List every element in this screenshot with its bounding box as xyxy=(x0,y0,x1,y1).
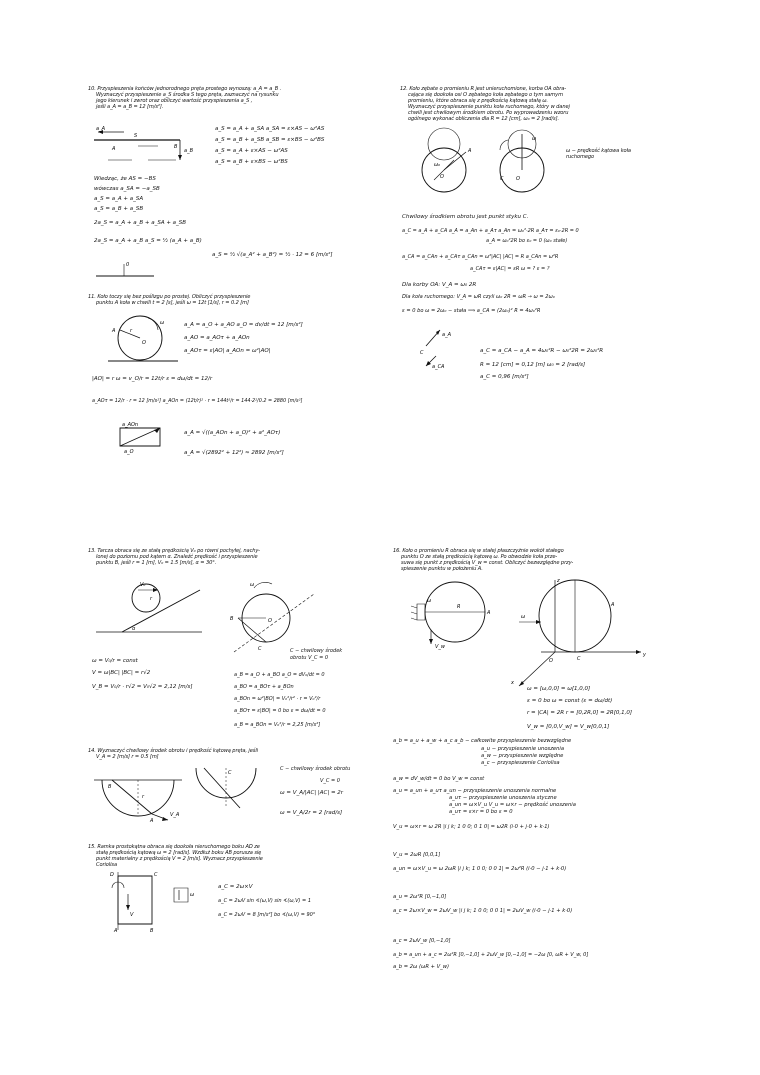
p16-eq-21: a_b = 2ω (ωR + V_w) xyxy=(393,964,450,970)
p16-line-2: punktu O ze stałą prędkością kątową ω. Po obwodzie koła prze- xyxy=(401,554,558,560)
p10-result-figure xyxy=(94,258,164,288)
p16-eq-4: V_w = [0,0,V_w] = V_w[0,0,1] xyxy=(527,724,610,730)
p10-label-a: A xyxy=(112,146,116,152)
p16-eq-3: r = |CA| = 2R r = [0,2R,0] = 2R[0,1,0] xyxy=(527,710,633,716)
p11-label-aon: a_AOn xyxy=(122,422,139,428)
p16-eq-1: ω = [ω,0,0] = ω[1,0,0] xyxy=(527,686,591,692)
p11-line-2: punktu A koła w chwili t = 2 [s], jeśli ω = 12t [1/s], r = 0.2 [m] xyxy=(96,300,249,306)
p15-eq-1: a_C = 2ω×V xyxy=(218,884,253,890)
p10-eq-5: Wiedząc, że AS = −BS xyxy=(94,176,156,182)
p16-eq-9: a_w = dV_w/dt = 0 bo V_w = const xyxy=(393,776,485,782)
p16-line-3: suwa się punkt z prędkością V_w = const. Obliczyć bezwzględne przy- xyxy=(401,560,574,566)
p11-eq-3: a_AOτ = ε|AO| a_AOn = ω²|AO| xyxy=(184,348,271,354)
p15-line-3: punkt materialny z prędkością V = 2 [m/s]. Wyznacz przyspieszenie xyxy=(96,856,263,862)
p10-line-3: jego kierunek i zwrot oraz obliczyć wartość przyspieszenia a_S , xyxy=(96,98,253,104)
p16-axes-figure xyxy=(505,576,655,688)
p15-label-v: V xyxy=(130,912,134,918)
p15-label-d: D xyxy=(110,872,114,878)
p12-line-1: 12. Koło zębate o promieniu R jest unieruchomione, korba OA obra- xyxy=(400,86,566,92)
p13-label-c: C xyxy=(258,646,262,652)
p10-line-2: Wyznaczyć przyspieszenie a_S środka S tego pręta, zaznaczyć na rysunku xyxy=(96,92,279,98)
p16-label-c: C xyxy=(577,656,581,662)
p16-eq-19: a_c = 2ωV_w [0,−1,0] xyxy=(393,938,451,944)
p15-line-2: stałą prędkością kątową ω = 2 [rad/s]. Wzdłuż boku AB porusza się xyxy=(96,850,262,856)
p11-wheel-figure xyxy=(108,308,188,372)
p10-eq-11: a_S = ½ √(a_A² + a_B²) = ½ · 12 = 6 [m/s²] xyxy=(212,252,333,258)
p16-eq-2: ε = 0 bo ω = const (ε = dω/dt) xyxy=(527,698,613,704)
p13-label-v: V₀ xyxy=(140,582,146,588)
p12-label-aa: a_A xyxy=(442,332,451,338)
p13-eq-5: a_B = a_O + a_BO a_O = dV₀/dt = 0 xyxy=(234,672,325,678)
p16-label-z: z xyxy=(557,578,560,584)
p15-eq-3: a_C = 2ωV = 8 [m/s²] bo ∢(ω,V) = 90° xyxy=(218,912,316,918)
p16-eq-13: a_uτ = ε×r = 0 bo ε = 0 xyxy=(449,809,513,815)
p11-label-w: ω xyxy=(160,320,165,326)
p10-eq-2: a_S = a_B + a_SB a_SB = ε×BS − ω²BS xyxy=(215,137,325,143)
p13-eq-2: ω = V₀/r = const xyxy=(92,658,138,664)
p12-label-wo: ω₀ xyxy=(434,162,441,168)
p11-eq-2: a_AO = a_AOτ + a_AOn xyxy=(184,335,250,341)
p13-line-2: lonej do poziomu pod kątem α. Znaleźć prędkość i przyspieszenie xyxy=(96,554,258,560)
p12-eq-4: a_CA = a_CAn + a_CAτ a_CAn = ω²|AC| |AC| = R a_CAn = ω²R xyxy=(402,254,559,260)
p16-eq-20: a_b = a_un + a_c = 2ω²R [0,−1,0] + 2ωV_w [0,−1,0] = −2ω [0, ωR + V_w, 0] xyxy=(393,952,589,958)
p12-label-c2: C xyxy=(420,350,424,356)
p12-label-w: ω xyxy=(532,136,537,142)
p10-label-zero: 0 xyxy=(126,262,130,268)
p12-line-5: chwili jest chwilowym środkiem obrotu. Po wyprowadzeniu wzoru xyxy=(408,110,569,116)
p12-eq-6: Dla korby OA: V_A = ω₀ 2R xyxy=(402,282,477,288)
p10-label-aa: a_A xyxy=(96,126,105,132)
p11-vector-figure xyxy=(116,422,176,458)
p14-eq-1: C − chwilowy środek obrotu xyxy=(280,766,351,772)
p14-eq-3: ω = V_A/|AC| |AC| = 2r xyxy=(280,790,344,796)
p10-rod-figure xyxy=(88,120,198,180)
p10-eq-6: wówczas a_SA = −a_SB xyxy=(94,186,160,192)
p16-label-x: x xyxy=(511,680,514,686)
p10-eq-3: a_S = a_A + ε×AS − ω²AS xyxy=(215,148,288,154)
p16-eq-11: a_uτ − przyspieszenie unoszenia styczne xyxy=(449,795,557,801)
p13-eq-3: V = ω|BC| |BC| = r√2 xyxy=(92,670,151,676)
p13-incline-figure xyxy=(92,570,212,640)
p12-line-3: promieniu, które obraca się z prędkością kątową stałą ω. xyxy=(408,98,548,104)
p11-eq-4: |AO| = r ω = v_O/r = 12t/r ε = dω/dt = 12/r xyxy=(92,376,213,382)
p16-line-4: spieszenie punktu w położeniu A. xyxy=(401,566,483,572)
p16-label-y: y xyxy=(643,652,646,658)
p16-eq-15: V_u = 2ωR [0,0,1] xyxy=(393,852,441,858)
p16-eq-17: a_u = 2ω²R [0,−1,0] xyxy=(393,894,447,900)
p16-label-w2: ω xyxy=(521,614,526,620)
p12-eq-11: a_C = 0,96 [m/s²] xyxy=(480,374,529,380)
p10-label-s: S xyxy=(134,133,138,139)
p14-label-c: C xyxy=(228,770,232,776)
p16-eq-14: V_u = ω×r = ω 2R |i j k; 1 0 0; 0 1 0| = ω2R (i·0 + j·0 + k·1) xyxy=(393,824,550,830)
p12-line-6: ogólnego wykonać obliczenia dla R = 12 [cm], ω₀ = 2 [rad/s]. xyxy=(408,116,559,122)
p13-label-r: r xyxy=(150,596,153,602)
p10-eq-9: 2a_S = a_A + a_B + a_SA + a_SB xyxy=(94,220,187,226)
p16-eq-6: a_u − przyspieszenie unoszenia xyxy=(481,746,565,752)
p13-eq-1: C − chwilowy środek obrotu V_C = 0 xyxy=(290,648,343,661)
p12-eq-7: Dla koła ruchomego: V_A = ωR czyli ω₀ 2R = ωR → ω = 2ω₀ xyxy=(402,294,555,300)
p15-eq-2: a_C = 2ωV sin ∢(ω,V) sin ∢(ω,V) = 1 xyxy=(218,898,312,904)
p15-line-1: 15. Ramka prostokątna obraca się dookoła nieruchomego boku AD ze xyxy=(88,844,260,850)
p12-eq-3: a_A = ω₀²2R bo ε₀ = 0 (ω₀ stałe) xyxy=(486,238,568,244)
p14-line-1: 14. Wyznaczyć chwilowy środek obrotu i prędkość kątową pręta, jeśli xyxy=(88,748,258,754)
p13-label-b: B xyxy=(230,616,234,622)
p10-label-b: B xyxy=(174,144,178,150)
p13-line-3: punktu B, jeśli r = 1 [m], V₀ = 1.5 [m/s], α = 30°. xyxy=(96,560,217,566)
p16-eq-8: a_c − przyspieszenie Coriolisa xyxy=(481,760,560,766)
p16-label-w: ω xyxy=(427,598,432,604)
p10-eq-1: a_S = a_A + a_SA a_SA = ε×AS − ω²AS xyxy=(215,126,325,132)
p12-eq-5: a_CAτ = ε|AC| = εR ω = ? ε = ? xyxy=(470,266,550,272)
p15-label-w: ω xyxy=(190,892,195,898)
p11-label-a: A xyxy=(112,328,116,334)
p12-label-o: O xyxy=(440,174,444,180)
p11-eq-6: a_A = √((a_AOn + a_O)² + a²_AOτ) xyxy=(184,430,281,436)
p16-label-r: R xyxy=(457,604,461,610)
p14-label-r: r xyxy=(142,794,145,800)
p12-line-2: cająca się dookoła osi O zębatego koła zębatego o tym samym xyxy=(408,92,563,98)
problem-12 xyxy=(400,86,690,406)
p16-eq-12: a_un = ω×V_u V_u = ω×r − prędkość unoszenia xyxy=(449,802,576,808)
p13-label-w: ω xyxy=(250,582,255,588)
p12-eq-10: R = 12 [cm] = 0,12 [m] ω₀ = 2 [rad/s] xyxy=(480,362,586,368)
p11-line-1: 11. Koło toczy się bez poślizgu po prostej. Obliczyć przyspieszenie xyxy=(88,294,251,300)
p12-line-4: Wyznaczyć przyspieszenie punktu koła ruchomego, który w danej xyxy=(408,104,570,110)
p10-eq-10: 2a_S = a_A + a_B a_S = ½ (a_A + a_B) xyxy=(94,238,202,244)
p15-frame-figure xyxy=(108,870,208,934)
p13-eq-4: V_B = V₀/r · r√2 = V₀√2 = 2,12 [m/s] xyxy=(92,684,193,690)
problem-13-14-15 xyxy=(88,548,388,1008)
p12-eq-1: Chwilowy środkiem obrotu jest punkt styku C. xyxy=(402,214,529,220)
p13-eq-7: a_BOn = ω²|BO| = V₀²/r² · r = V₀²/r xyxy=(234,696,321,702)
p12-eq-8: ε = 0 bo ω = 2ω₀ − stała ⟹ a_CA = (2ω₀)² R = 4ω₀²R xyxy=(402,308,541,314)
p12-eq-2: a_C = a_A + a_CA a_A = a_An + a_Aτ a_An = ω₀²·2R a_Aτ = ε₀·2R = 0 xyxy=(402,228,579,234)
p12-label-aca: a_CA xyxy=(432,364,445,370)
p15-line-4: Coriolisa xyxy=(96,862,118,868)
p13-eq-6: a_BO = a_BOτ + a_BOn xyxy=(234,684,294,690)
p14-half-pipe-figure xyxy=(92,762,272,832)
p11-label-r: r xyxy=(130,328,133,334)
problem-10-11 xyxy=(88,86,388,486)
p12-eq-9: a_C = a_CA − a_A = 4ω₀²R − ω₀²2R = 2ω₀²R xyxy=(480,348,604,354)
p12-label-o2: O xyxy=(516,176,520,182)
problem-16 xyxy=(393,548,693,1003)
p11-eq-7: a_A = √(2892² + 12²) ≈ 2892 [m/s²] xyxy=(184,450,284,456)
p16-wheel-side-figure xyxy=(401,578,501,658)
p16-label-a: A xyxy=(487,610,491,616)
p13-eq-9: a_B = a_BOn = V₀²/r = 2,25 [m/s²] xyxy=(234,722,321,728)
p16-eq-16: a_un = ω×V_u = ω 2ωR |i j k; 1 0 0; 0 0 1| = 2ω²R (i·0 − j·1 + k·0) xyxy=(393,866,567,872)
p16-eq-18: a_c = 2ω×V_w = 2ωV_w |i j k; 1 0 0; 0 0 1| = 2ωV_w (i·0 − j·1 + k·0) xyxy=(393,908,573,914)
p14-label-b: B xyxy=(108,784,112,790)
p16-line-1: 16. Koło o promieniu R obraca się w stałej płaszczyźnie wokół stałego xyxy=(393,548,564,554)
p13-line-1: 13. Tarcza obraca się ze stałą prędkością V₀ po równi pochyłej, nachy- xyxy=(88,548,260,554)
p14-line-2: V_A = 2 [m/s] r = 0.5 [m] xyxy=(96,754,159,760)
p12-gears-figure xyxy=(404,130,554,212)
p13-eq-8: a_BOτ = ε|BO| = 0 bo ε = dω/dt = 0 xyxy=(234,708,326,714)
p16-label-a2: A xyxy=(611,602,615,608)
p11-eq-5: a_AOτ = 12/r · r = 12 [m/s²] a_AOn = (12t/r)² · r = 144t²/r = 144·2²/0.2 = 2880 [m/s²] xyxy=(92,398,303,404)
p14-label-a: A xyxy=(150,818,154,824)
p12-label-a: A xyxy=(468,148,472,154)
p10-label-ab: a_B xyxy=(184,148,193,154)
p10-eq-4: a_S = a_B + ε×BS − ω²BS xyxy=(215,159,288,165)
p12-label-c: C xyxy=(500,176,504,182)
p14-eq-2: V_C = 0 xyxy=(320,778,340,784)
p15-label-b: B xyxy=(150,928,154,934)
p12-note: ω − prędkość kątowa koła ruchomego xyxy=(566,148,631,160)
p11-label-o: O xyxy=(142,340,146,346)
p15-label-c: C xyxy=(154,872,158,878)
p10-line-1: 10. Przyspieszenia końców jednorodnego pręta prostego wynoszą: a_A = a_B . xyxy=(88,86,282,92)
p11-label-ao: a_O xyxy=(124,449,134,455)
p16-eq-7: a_w − przyspieszenie względne xyxy=(481,753,564,759)
p11-eq-1: a_A = a_O + a_AO a_O = dv/dt = 12 [m/s²] xyxy=(184,322,303,328)
p14-label-va: V_A xyxy=(170,812,180,818)
p12-vector-figure xyxy=(418,322,458,372)
p16-label-vw: V_w xyxy=(435,644,446,650)
p10-eq-7: a_S = a_A + a_SA xyxy=(94,196,144,202)
p13-label-alpha: α xyxy=(132,626,136,632)
p14-eq-4: ω = V_A/2r = 2 [rad/s] xyxy=(280,810,343,816)
p10-eq-8: a_S = a_B + a_SB xyxy=(94,206,144,212)
p16-eq-5: a_b = a_u + a_w + a_c a_b − całkowite przyspieszenie bezwzględne xyxy=(393,738,572,744)
p13-label-o: O xyxy=(268,618,272,624)
p16-label-o: O xyxy=(549,658,553,664)
p15-label-a: A xyxy=(114,928,118,934)
p10-line-4: jeśli a_A = a_B = 12 [m/s²]. xyxy=(96,104,164,110)
p16-eq-10: a_u = a_un + a_uτ a_un − przyspieszenie unoszenia normalne xyxy=(393,788,557,794)
